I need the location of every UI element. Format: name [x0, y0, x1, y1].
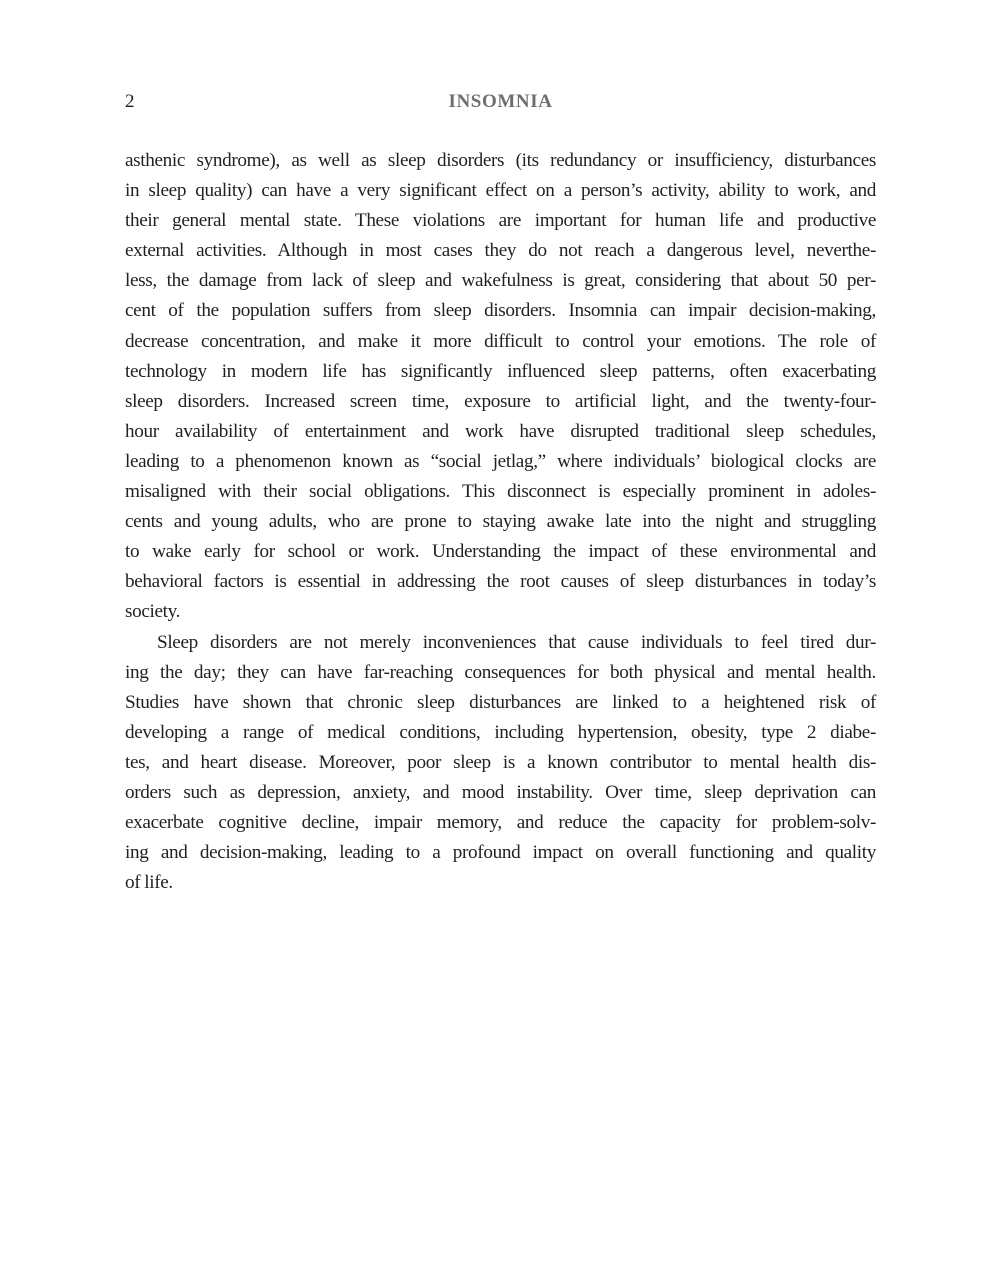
text-line: society.: [125, 601, 181, 623]
text-line: exacerbate cognitive decline, impair memory, and reduce the capacity for problem-solv-: [125, 812, 876, 834]
text-line: technology in modern life has significantly influenced sleep patterns, often exacerbating: [125, 360, 876, 382]
paragraph-2: [125, 628, 876, 899]
text-line: cent of the population suffers from sleep disorders. Insomnia can impair decision-making,: [125, 300, 876, 322]
text-line: decrease concentration, and make it more difficult to control your emotions. The role of: [125, 330, 876, 352]
page-number: 2: [125, 91, 135, 112]
text-line: their general mental state. These violations are important for human life and productive: [125, 210, 876, 232]
running-title: INSOMNIA: [448, 91, 553, 112]
text-line: less, the damage from lack of sleep and wakefulness is great, considering that about 50 per-: [125, 270, 876, 292]
text-line: leading to a phenomenon known as “social jetlag,” where individuals’ biological clocks are: [125, 450, 876, 472]
text-line: misaligned with their social obligations. This disconnect is especially prominent in adoles-: [125, 481, 876, 503]
text-line: in sleep quality) can have a very significant effect on a person’s activity, ability to work, and: [125, 180, 876, 202]
text-line: sleep disorders. Increased screen time, exposure to artificial light, and the twenty-four-: [125, 390, 876, 412]
text-line: Studies have shown that chronic sleep disturbances are linked to a heightened risk of: [125, 691, 876, 713]
text-line: hour availability of entertainment and work have disrupted traditional sleep schedules,: [125, 420, 876, 442]
text-line: cents and young adults, who are prone to staying awake late into the night and struggling: [125, 511, 876, 533]
text-line: of life.: [125, 872, 173, 894]
text-line: orders such as depression, anxiety, and mood instability. Over time, sleep deprivation can: [125, 781, 876, 803]
text-line: tes, and heart disease. Moreover, poor sleep is a known contributor to mental health dis-: [125, 751, 876, 773]
text-line: Sleep disorders are not merely inconveniences that cause individuals to feel tired dur-: [157, 631, 876, 653]
text-line: developing a range of medical conditions, including hypertension, obesity, type 2 diabe-: [125, 721, 876, 743]
text-line: asthenic syndrome), as well as sleep disorders (its redundancy or insufficiency, disturbances: [125, 150, 876, 171]
text-line: behavioral factors is essential in addressing the root causes of sleep disturbances in today’s: [125, 571, 876, 593]
text-line: ing the day; they can have far-reaching consequences for both physical and mental health.: [125, 661, 876, 683]
text-line: external activities. Although in most cases they do not reach a dangerous level, neverthe-: [125, 240, 876, 262]
paragraph-1: [125, 146, 876, 628]
running-head: [125, 88, 876, 116]
text-line: ing and decision-making, leading to a profound impact on overall functioning and quality: [125, 842, 876, 864]
body-text: [125, 146, 876, 898]
text-line: to wake early for school or work. Understanding the impact of these environmental and: [125, 541, 876, 563]
